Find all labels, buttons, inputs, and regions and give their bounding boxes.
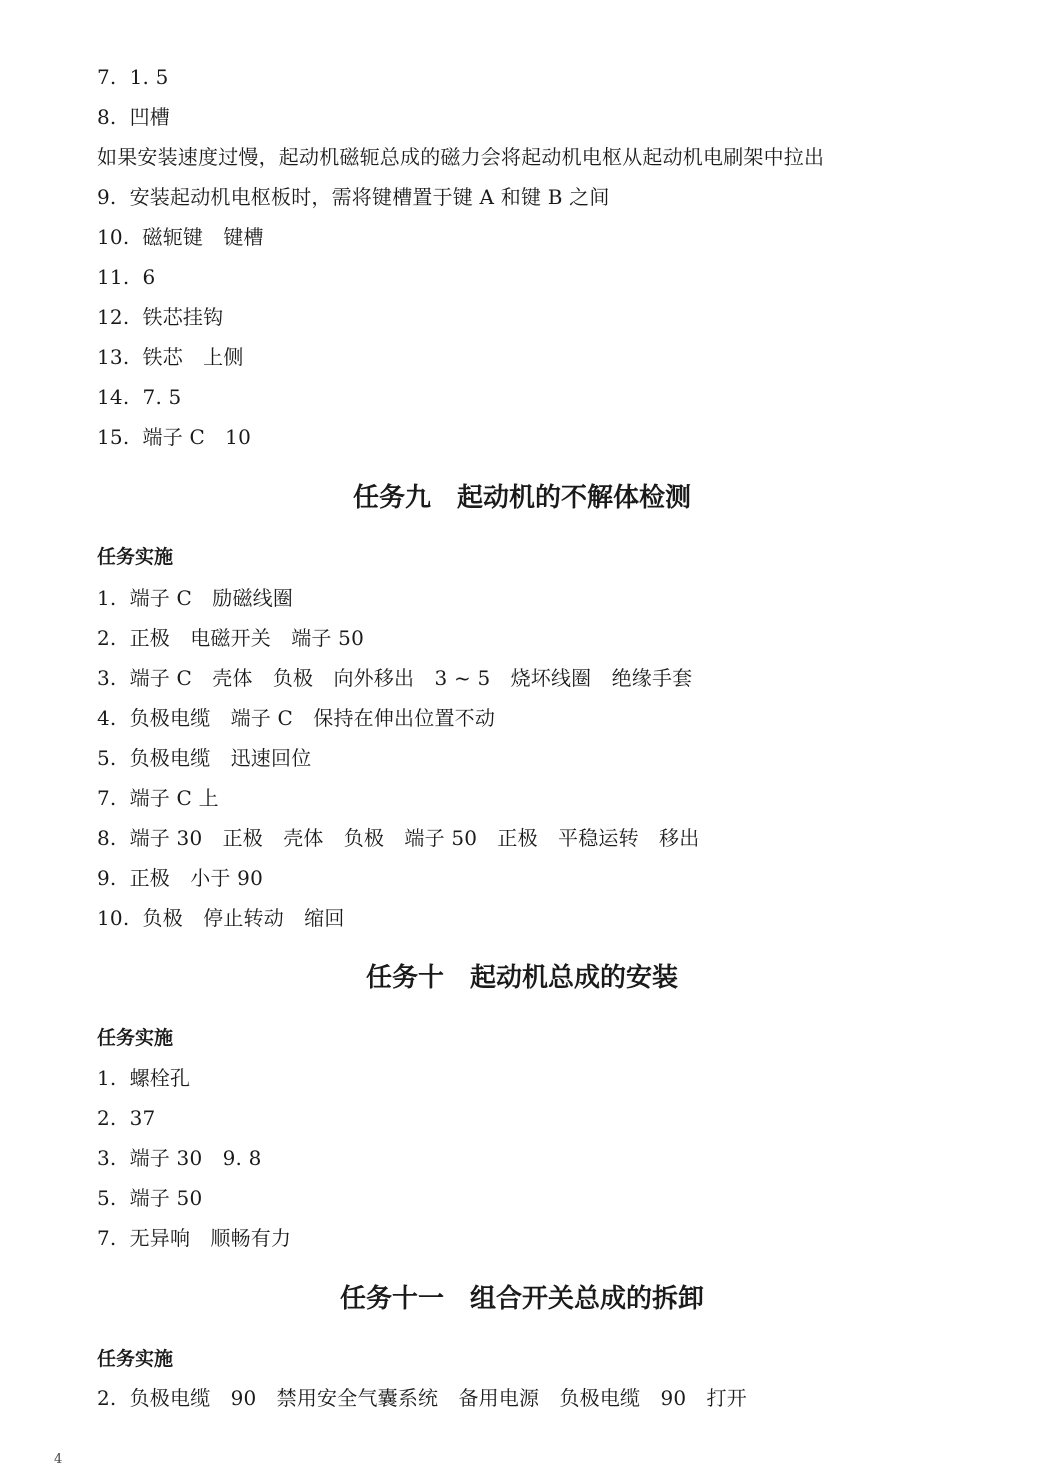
answer-line: 3. 端子 C 壳体 负极 向外移出 3 ~ 5 烧坏线圈 绝缘手套 (97, 666, 693, 690)
answer-line: 7. 端子 C 上 (97, 786, 219, 810)
answer-line: 9. 安装起动机电枢板时，需将键槽置于键 A 和键 B 之间 (97, 185, 610, 209)
answer-line: 7. 1. 5 (97, 65, 169, 89)
answer-line: 2. 正极 电磁开关 端子 50 (97, 626, 365, 650)
answer-line: 13. 铁芯 上侧 (97, 345, 244, 369)
answer-line: 5. 端子 50 (97, 1186, 203, 1210)
answer-line: 7. 无异响 顺畅有力 (97, 1226, 292, 1250)
answer-line: 2. 37 (97, 1106, 156, 1130)
answer-line: 12. 铁芯挂钩 (97, 305, 224, 329)
answer-line: 2. 负极电缆 90 禁用安全气囊系统 备用电源 负极电缆 90 打开 (97, 1386, 747, 1410)
answer-line: 1. 螺栓孔 (97, 1066, 191, 1090)
subhead-task10: 任务实施 (97, 1027, 174, 1049)
section-title-task10: 任务十 起动机总成的安装 (365, 963, 678, 993)
page-number: 4 (54, 1452, 63, 1467)
answer-line: 11. 6 (97, 265, 156, 289)
answer-line: 10. 负极 停止转动 缩回 (97, 906, 345, 930)
answer-line: 3. 端子 30 9. 8 (97, 1146, 262, 1170)
section-title-task11: 任务十一 组合开关总成的拆卸 (339, 1284, 704, 1314)
answer-line: 15. 端子 C 10 (97, 425, 252, 449)
subhead-task9: 任务实施 (97, 546, 174, 568)
answer-line: 4. 负极电缆 端子 C 保持在伸出位置不动 (97, 706, 496, 730)
answer-line: 14. 7. 5 (97, 385, 182, 409)
answer-line: 9. 正极 小于 90 (97, 866, 264, 890)
answer-line: 8. 端子 30 正极 壳体 负极 端子 50 正极 平稳运转 移出 (97, 826, 700, 850)
answer-note-line: 如果安装速度过慢，起动机磁轭总成的磁力会将起动机电枢从起动机电刷架中拉出 (97, 145, 825, 169)
answer-line: 5. 负极电缆 迅速回位 (97, 746, 312, 770)
answer-line: 1. 端子 C 励磁线圈 (97, 586, 294, 610)
answer-line: 8. 凹槽 (97, 105, 170, 129)
section-title-task9: 任务九 起动机的不解体检测 (352, 483, 691, 513)
subhead-task11: 任务实施 (97, 1348, 174, 1370)
answer-line: 10. 磁轭键 键槽 (97, 225, 264, 249)
